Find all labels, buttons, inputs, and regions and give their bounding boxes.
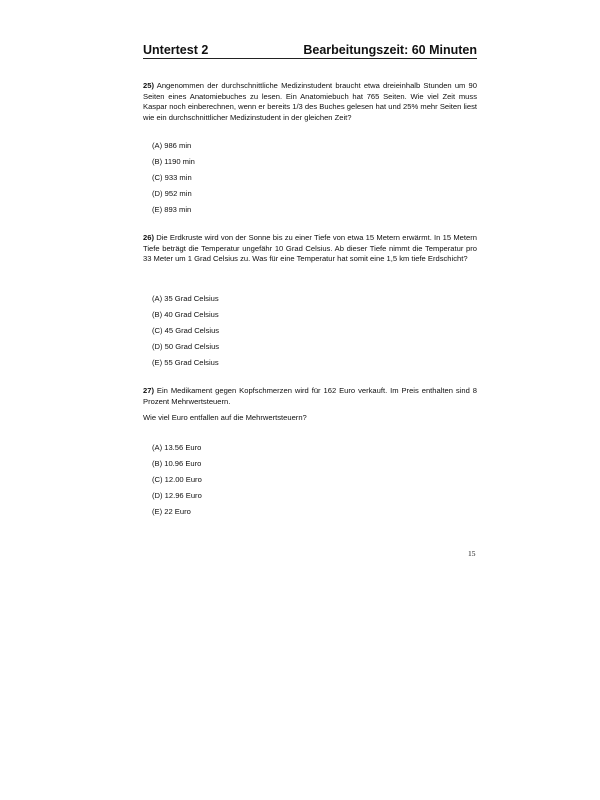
answer-options-25 — [152, 138, 195, 218]
option-b: (B) 1190 min — [152, 157, 195, 166]
option-a: (A) 13.56 Euro — [152, 443, 202, 452]
answer-options-26 — [152, 291, 219, 371]
option-c: (C) 933 min — [152, 173, 192, 182]
option-d: (D) 50 Grad Celsius — [152, 342, 220, 351]
question-text: Angenommen der durchschnittliche Medizinstudent braucht etwa dreieinhalb Stunden um 90 Seiten eines Anatomiebuches zu lesen. Ein Anatomiebuch hat 765 Seiten. Wie viel Zeit muss Kaspar noch einberechnen, wenn er bereits 1/3 des Buches gelesen hat und 25% mehr Seiten liest wie ein durchschnittlicher Medizinstudent in der gleichen Zeit? — [143, 81, 477, 123]
question-25 — [143, 81, 477, 124]
question-text: Die Erdkruste wird von der Sonne bis zu einer Tiefe von etwa 15 Metern erwärmt. In 15 Metern Tiefe beträgt die Temperatur ungefähr 10 Grad Celsius. Ab dieser Tiefe nimmt die Temperatur pro 33 Meter um 1 Grad Celsius zu. Was für eine Temperatur hat somit eine 1,5 km tiefe Erdschicht? — [143, 233, 477, 264]
option-e: (E) 22 Euro — [152, 507, 191, 516]
option-d: (D) 952 min — [152, 189, 192, 198]
option-d: (D) 12.96 Euro — [152, 491, 202, 500]
option-a: (A) 986 min — [152, 141, 192, 150]
question-27 — [143, 386, 477, 424]
option-c: (C) 12.00 Euro — [152, 475, 202, 484]
question-26 — [143, 233, 477, 265]
page-number: 15 — [468, 549, 476, 558]
question-subtext: Wie viel Euro entfallen auf die Mehrwertsteuern? — [143, 413, 307, 423]
time-limit: Bearbeitungszeit: 60 Minuten — [303, 43, 477, 57]
question-number: 27) — [143, 386, 154, 395]
subtest-title: Untertest 2 — [143, 43, 209, 57]
question-number: 26) — [143, 233, 154, 242]
option-c: (C) 45 Grad Celsius — [152, 326, 220, 335]
answer-options-27 — [152, 440, 202, 520]
page-header — [143, 43, 477, 59]
option-b: (B) 40 Grad Celsius — [152, 310, 219, 319]
question-number: 25) — [143, 81, 154, 90]
question-text: Ein Medikament gegen Kopfschmerzen wird für 162 Euro verkauft. Im Preis enthalten sind 8 Prozent Mehrwertsteuern. — [143, 386, 477, 406]
option-b: (B) 10.96 Euro — [152, 459, 202, 468]
option-e: (E) 55 Grad Celsius — [152, 358, 219, 367]
option-a: (A) 35 Grad Celsius — [152, 294, 219, 303]
option-e: (E) 893 min — [152, 205, 192, 214]
